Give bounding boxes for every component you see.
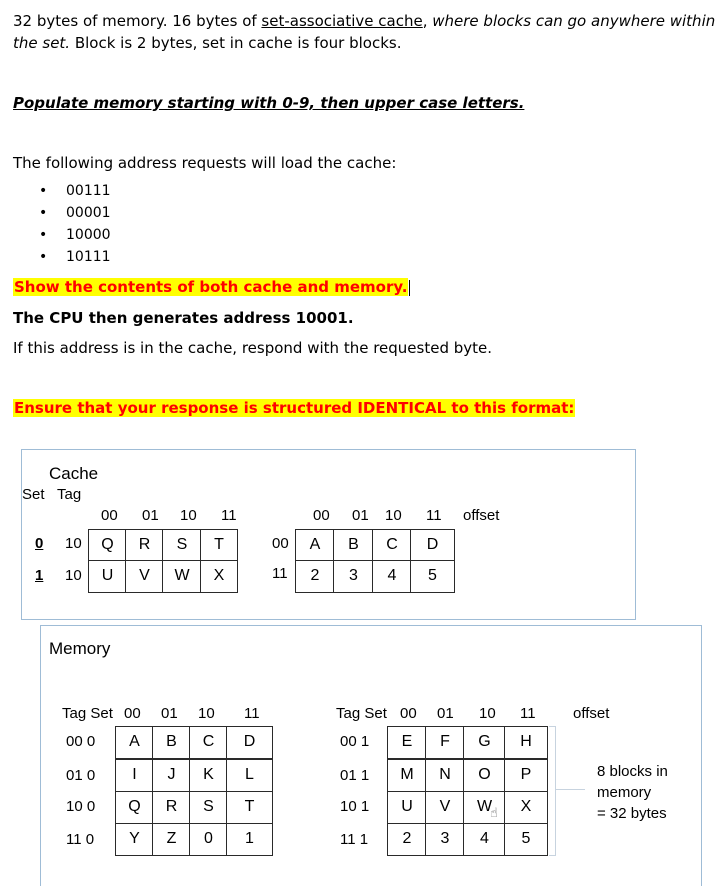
memory-row-label: 00 0 [66,733,96,750]
memory-offset-header: 11 [520,705,536,722]
cache-offset-header: 10 [385,507,402,524]
memory-cell: X [504,791,548,824]
memory-cell: 3 [425,823,465,856]
memory-offset-header: 01 [161,705,178,722]
memory-row-label: 01 1 [340,767,370,784]
memory-cell: S [189,791,228,824]
cache-panel [21,449,636,620]
memory-cell: A [115,726,154,759]
memory-cell: 1 [226,823,273,856]
memory-cell: R [152,791,191,824]
show-contents-highlight: Show the contents of both cache and memory. [14,278,408,296]
cache-offset-header: 01 [142,507,159,524]
memory-cell: B [152,726,191,759]
memory-cell: H [504,726,548,759]
memory-offset-header: 00 [400,705,417,722]
memory-panel [40,625,702,886]
memory-cell: D [226,726,273,759]
hand-cursor-icon: ☝ [490,806,498,821]
memory-offset-header: 00 [124,705,141,722]
memory-offset-header: 10 [198,705,215,722]
respond-instruction: If this address is in the cache, respond with the requested byte. [13,339,493,357]
intro-italic: where blocks can go anywhere within the set. [13,12,716,52]
memory-row-label: 01 0 [66,767,96,784]
cache-cell: 4 [372,560,412,593]
cache-offset-label: offset [463,507,500,524]
memory-note-line: memory [597,784,652,801]
memory-cell: V [425,791,465,824]
memory-cell: K [189,759,228,792]
cache-cell: U [88,560,127,593]
memory-title: Memory [49,639,111,658]
memory-offset-header: 01 [437,705,454,722]
address-request: 10111 [66,249,111,265]
cache-offset-header: 01 [352,507,369,524]
memory-right-header: Tag Set [336,705,387,722]
cache-way1-tag: 00 [272,535,289,552]
memory-offset-label: offset [573,705,610,722]
memory-cell: G [463,726,506,759]
set-associative-cache-link[interactable]: set-associative cache [261,12,423,30]
cache-offset-header: 00 [313,507,330,524]
memory-cell: N [425,759,465,792]
memory-cell: I [115,759,154,792]
memory-row-label: 11 1 [340,831,369,848]
cache-set-index: 1 [35,567,44,584]
following-requests-text: The following address requests will load the cache: [13,154,397,172]
cache-cell: X [200,560,238,593]
memory-cell: 4 [463,823,506,856]
memory-cell: F [425,726,465,759]
ensure-format-highlight: Ensure that your response is structured IDENTICAL to this format: [14,399,575,417]
cache-cell: T [200,529,238,562]
memory-cell: Z [152,823,191,856]
memory-cell: W [463,791,506,824]
intro-paragraph [13,10,718,54]
cache-offset-header: 11 [221,507,237,524]
memory-offset-header: 11 [244,705,260,722]
cache-cell: R [125,529,164,562]
cache-offset-header: 10 [180,507,197,524]
memory-note-line: = 32 bytes [597,805,667,822]
cache-cell: 5 [410,560,455,593]
bullet-icon: • [39,227,48,243]
bullet-icon: • [39,249,48,265]
memory-cell: 5 [504,823,548,856]
cache-way0-tag: 10 [65,535,82,552]
cache-cell: 3 [333,560,374,593]
memory-cell: M [387,759,427,792]
memory-cell: T [226,791,273,824]
bullet-icon: • [39,183,48,199]
show-contents-line [13,278,410,296]
memory-offset-header: 10 [479,705,496,722]
cache-way0-tag: 10 [65,567,82,584]
cache-tag-label: Tag [57,486,82,503]
memory-cell: C [189,726,228,759]
cache-cell: D [410,529,455,562]
memory-left-header: Tag Set [62,705,113,722]
cache-offset-header: 11 [426,507,442,524]
memory-cell: J [152,759,191,792]
intro-text-1: 32 bytes of memory. 16 bytes of [13,12,262,30]
cache-set-label: Set [22,486,45,503]
cache-offset-header: 00 [101,507,118,524]
memory-cell: Y [115,823,154,856]
address-request: 00001 [66,205,111,221]
memory-brace [549,726,556,856]
intro-text-2: , [422,12,433,30]
cache-cell: 2 [295,560,335,593]
memory-note-line: 8 blocks in [597,763,668,780]
cache-title: Cache [49,464,99,483]
bullet-icon: • [39,205,48,221]
address-request: 00111 [66,183,111,199]
memory-row-label: 11 0 [66,831,95,848]
cache-cell: C [372,529,412,562]
memory-cell: U [387,791,427,824]
memory-cell: Q [115,791,154,824]
cache-cell: A [295,529,335,562]
memory-cell: 2 [387,823,427,856]
cpu-address-text: The CPU then generates address 10001. [13,309,354,327]
cache-cell: S [162,529,202,562]
memory-cell: P [504,759,548,792]
memory-row-label: 10 0 [66,798,96,815]
memory-cell: L [226,759,273,792]
cache-cell: V [125,560,164,593]
cache-cell: Q [88,529,127,562]
brace-connector [555,789,585,790]
ensure-format-line [13,399,575,417]
memory-cell: E [387,726,427,759]
text-cursor [409,280,410,296]
cache-way1-tag: 11 [272,565,288,582]
address-request: 10000 [66,227,111,243]
cache-set-index: 0 [35,535,44,552]
memory-row-label: 00 1 [340,733,370,750]
cache-cell: B [333,529,374,562]
populate-instruction: Populate memory starting with 0-9, then upper case letters. [13,94,525,112]
memory-cell: O [463,759,506,792]
intro-text-3: Block is 2 bytes, set in cache is four blocks. [70,34,402,52]
memory-row-label: 10 1 [340,798,370,815]
memory-cell: 0 [189,823,228,856]
cache-cell: W [162,560,202,593]
